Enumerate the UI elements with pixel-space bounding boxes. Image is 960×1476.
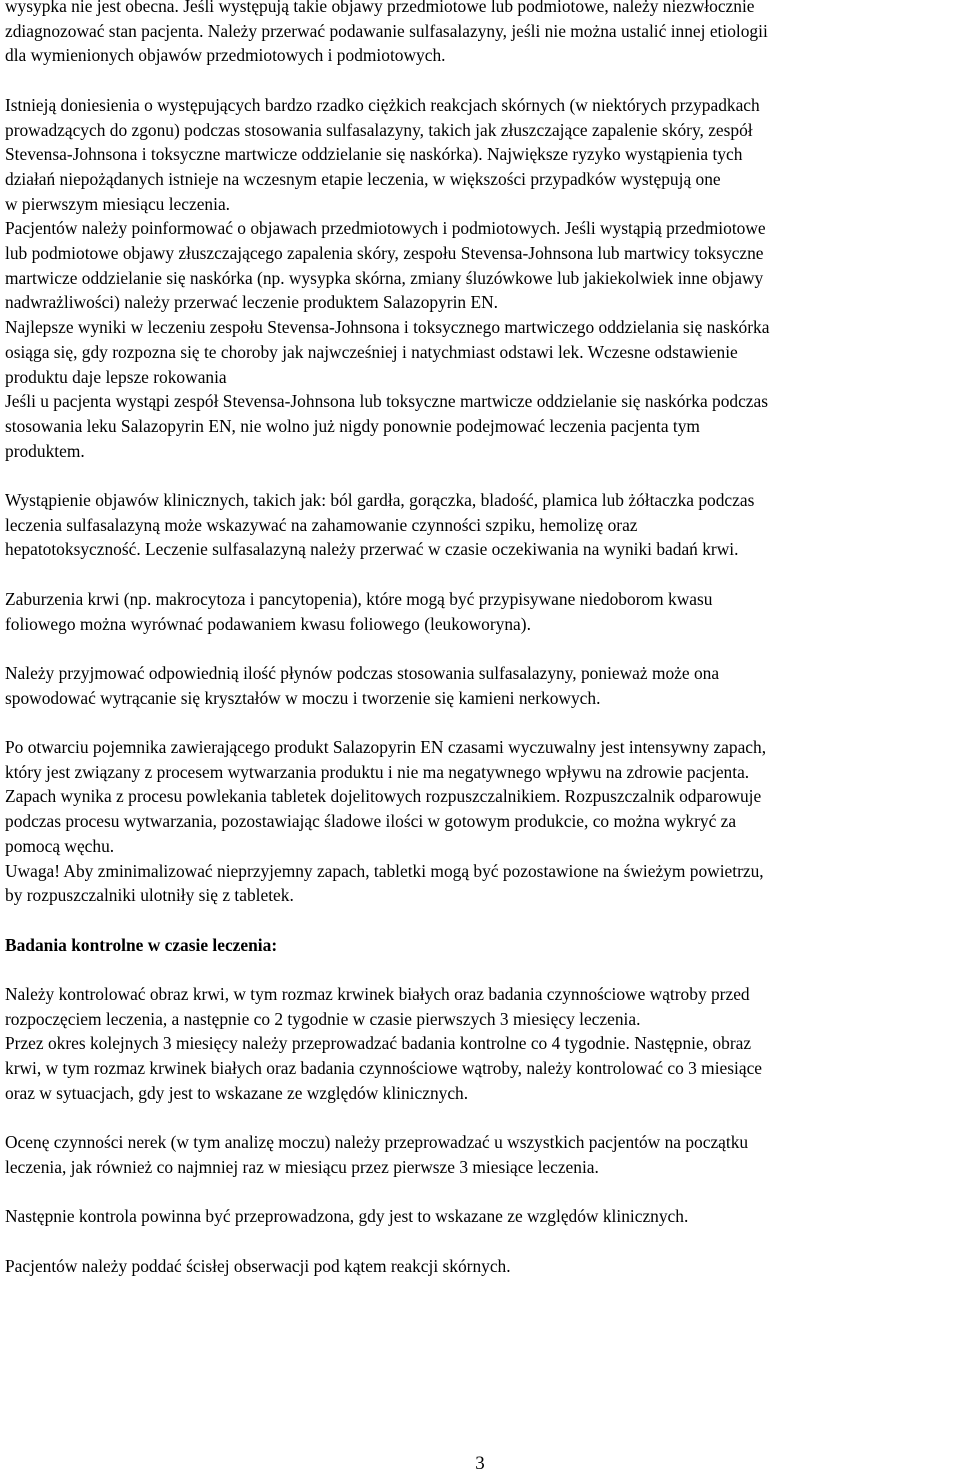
section-heading	[5, 933, 955, 958]
text-line: lub podmiotowe objawy złuszczającego zapalenia skóry, zespołu Stevensa-Johnsona lub martwicy toksyczne	[5, 243, 764, 264]
text-line: Następnie kontrola powinna być przeprowadzona, gdy jest to wskazane ze względów klinicznych.	[5, 1206, 689, 1227]
paragraph-gap	[5, 1106, 955, 1131]
paragraph-gap	[5, 908, 955, 933]
text-line: Badania kontrolne w czasie leczenia:	[5, 934, 278, 955]
paragraph-gap	[5, 463, 955, 488]
paragraph-gap	[5, 68, 955, 93]
text-line: produktu daje lepsze rokowania	[5, 366, 227, 387]
text-line: Pacjentów należy poinformować o objawach przedmiotowych i podmiotowych. Jeśli wystąpią przedmiotowe	[5, 218, 766, 239]
text-line: Istnieją doniesienia o występujących bardzo rzadko ciężkich reakcjach skórnych (w niektórych przypadkach	[5, 94, 760, 115]
text-line: krwi, w tym rozmaz krwinek białych oraz badania czynnościowe wątroby, należy kontrolować co 3 miesiące	[5, 1058, 763, 1079]
text-line: Uwaga! Aby zminimalizować nieprzyjemny zapach, tabletki mogą być pozostawione na świeżym powietrzu,	[5, 860, 764, 881]
text-line: zdiagnozować stan pacjenta. Należy przerwać podawanie sulfasalazyny, jeśli nie można ustalić innej etiologii	[5, 20, 768, 41]
text-line: foliowego można wyrównać podawaniem kwasu foliowego (leukoworyna).	[5, 613, 531, 634]
paragraph	[5, 1130, 955, 1179]
text-line: pomocą węchu.	[5, 835, 115, 856]
paragraph	[5, 1254, 955, 1279]
paragraph	[5, 661, 955, 710]
text-line: rozpoczęciem leczenia, a następnie co 2 tygodnie w czasie pierwszych 3 miesięcy leczenia.	[5, 1008, 641, 1029]
text-line: Najlepsze wyniki w leczeniu zespołu Stevensa-Johnsona i toksycznego martwiczego oddzielania się naskórka	[5, 317, 770, 338]
text-line: Wystąpienie objawów klinicznych, takich jak: ból gardła, gorączka, bladość, plamica lub żółtaczka podczas	[5, 490, 755, 511]
text-line: osiąga się, gdy rozpozna się te choroby jak najwcześniej i natychmiast odstawi lek. Wczesne odstawienie	[5, 341, 738, 362]
paragraph	[5, 93, 955, 464]
text-line: Jeśli u pacjenta wystąpi zespół Stevensa-Johnsona lub toksyczne martwicze oddzielanie się naskórka podczas	[5, 391, 769, 412]
paragraph	[5, 0, 955, 68]
page-number: 3	[475, 1453, 485, 1474]
text-line: oraz w sytuacjach, gdy jest to wskazane ze względów klinicznych.	[5, 1082, 469, 1103]
text-line: martwicze oddzielanie się naskórka (np. wysypka skórna, zmiany śluzówkowe lub jakiekolwiek inne objawy	[5, 267, 764, 288]
paragraph	[5, 735, 955, 908]
text-line: Pacjentów należy poddać ścisłej obserwacji pod kątem reakcji skórnych.	[5, 1255, 511, 1276]
text-line: Po otwarciu pojemnika zawierającego produkt Salazopyrin EN czasami wyczuwalny jest intensywny zapach,	[5, 737, 767, 758]
paragraph-gap	[5, 1229, 955, 1254]
paragraph-gap	[5, 636, 955, 661]
paragraph-gap	[5, 562, 955, 587]
text-line: Ocenę czynności nerek (w tym analizę moczu) należy przeprowadzać u wszystkich pacjentów na początku	[5, 1132, 749, 1153]
text-line: działań niepożądanych istnieje na wczesnym etapie leczenia, w większości przypadków występują one	[5, 168, 721, 189]
text-line: produktem.	[5, 440, 85, 461]
text-line: Przez okres kolejnych 3 miesięcy należy przeprowadzać badania kontrolne co 4 tygodnie. Następnie, obraz	[5, 1033, 752, 1054]
text-line: Stevensa-Johnsona i toksyczne martwicze oddzielanie się naskórka). Największe ryzyko wystąpienia tych	[5, 144, 743, 165]
text-line: który jest związany z procesem wytwarzania produktu i nie ma negatywnego wpływu na zdrowie pacjenta.	[5, 761, 750, 782]
text-line: wysypka nie jest obecna. Jeśli występują takie objawy przedmiotowe lub podmiotowe, należy niezwłocznie	[5, 0, 755, 16]
paragraph-gap	[5, 957, 955, 982]
text-line: Zaburzenia krwi (np. makrocytoza i pancytopenia), które mogą być przypisywane niedoborom kwasu	[5, 588, 713, 609]
document-body	[5, 0, 955, 1278]
text-line: Zapach wynika z procesu powlekania tabletek dojelitowych rozpuszczalnikiem. Rozpuszczalnik odparowuje	[5, 786, 762, 807]
text-line: nadwrażliwości) należy przerwać leczenie produktem Salazopyrin EN.	[5, 292, 498, 313]
paragraph	[5, 587, 955, 636]
paragraph	[5, 1204, 955, 1229]
text-line: hepatotoksyczność. Leczenie sulfasalazyną należy przerwać w czasie oczekiwania na wyniki badań krwi.	[5, 539, 739, 560]
document-page	[5, 0, 955, 1278]
text-line: by rozpuszczalniki ulotniły się z tabletek.	[5, 885, 294, 906]
text-line: dla wymienionych objawów przedmiotowych i podmiotowych.	[5, 45, 446, 66]
text-line: Należy kontrolować obraz krwi, w tym rozmaz krwinek białych oraz badania czynnościowe wątroby przed	[5, 984, 750, 1005]
text-line: leczenia, jak również co najmniej raz w miesiącu przez pierwsze 3 miesiące leczenia.	[5, 1156, 599, 1177]
text-line: prowadzących do zgonu) podczas stosowania sulfasalazyny, takich jak złuszczające zapalenie skóry, zespół	[5, 119, 753, 140]
text-line: leczenia sulfasalazyną może wskazywać na zahamowanie czynności szpiku, hemolizę oraz	[5, 514, 638, 535]
text-line: w pierwszym miesiącu leczenia.	[5, 193, 231, 214]
paragraph	[5, 982, 955, 1106]
paragraph-gap	[5, 1180, 955, 1205]
text-line: spowodować wytrącanie się kryształów w moczu i tworzenie się kamieni nerkowych.	[5, 687, 601, 708]
text-line: Należy przyjmować odpowiednią ilość płynów podczas stosowania sulfasalazyny, ponieważ może ona	[5, 662, 720, 683]
text-line: podczas procesu wytwarzania, pozostawiając śladowe ilości w gotowym produkcie, co można wykryć za	[5, 811, 737, 832]
text-line: stosowania leku Salazopyrin EN, nie wolno już nigdy ponownie podejmować leczenia pacjenta tym	[5, 415, 700, 436]
paragraph	[5, 488, 955, 562]
paragraph-gap	[5, 710, 955, 735]
